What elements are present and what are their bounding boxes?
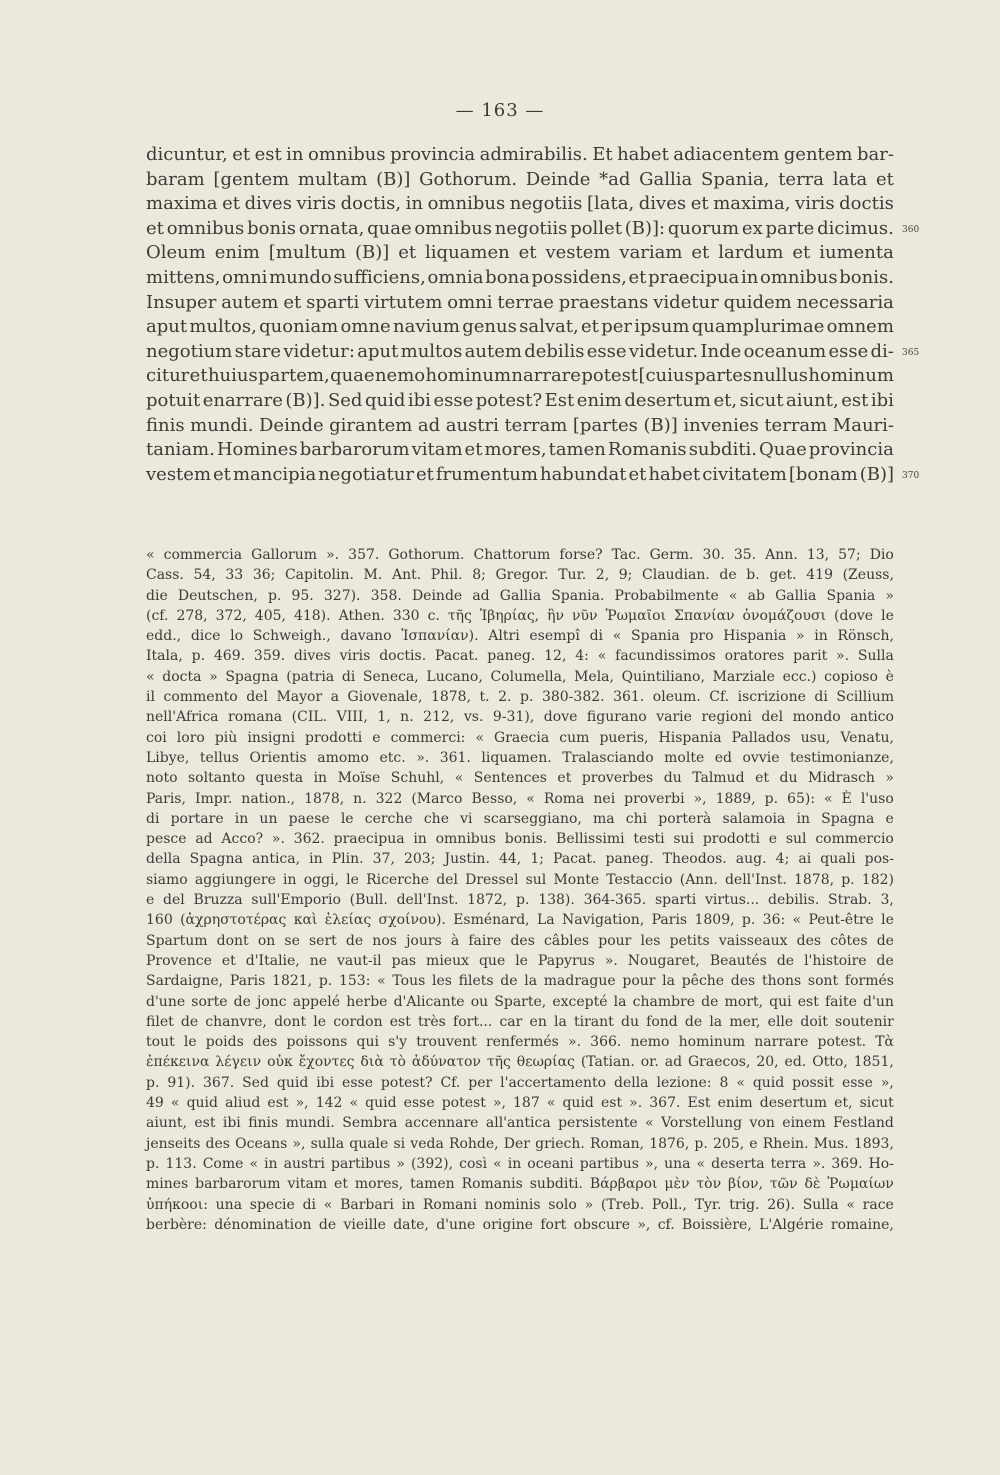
main-text-line: mittens, omni mundo sufficiens, omnia bona possidens, et praecipua in omnibus bonis.: [146, 266, 894, 288]
footnote-line: d'une sorte de jonc appelé herbe d'Alicante ou Sparte, excepté la chambre de mort, qui est faite d'un: [146, 993, 894, 1010]
footnote-line: tout le poids des poissons qui s'y trouvent renfermés ». 366. nemo hominum narrare potest. Τὰ: [146, 1034, 894, 1051]
footnote-line: Sardaigne, Paris 1821, p. 153: « Tous les filets de la madrague pour la pêche des thons sont formés: [146, 973, 894, 990]
footnote-line: e del Bruzza sull'Emporio (Bull. dell'Inst. 1872, p. 138). 364-365. sparti virtus... debilis. Strab. 3,: [146, 892, 894, 909]
footnote-line: p. 113. Come « in austri partibus » (392), così « in oceani partibus », una « deserta terra ». 369. Ho-: [146, 1155, 894, 1172]
main-text-line: dicuntur, et est in omnibus provincia admirabilis. Et habet adiacentem gentem bar-: [146, 144, 894, 165]
footnote-line: p. 91). 367. Sed quid ibi esse potest? Cf. per l'accertamento della lezione: 8 « quid possit esse »,: [146, 1074, 894, 1091]
footnote-line: noto soltanto questa in Moïse Schuhl, « Sentences et proverbes du Talmud et du Midrasch »: [146, 770, 894, 787]
footnote-line: pesce ad Acco? ». 362. praecipua in omnibus bonis. Bellissimi testi sui prodotti e sul commercio: [146, 831, 894, 848]
footnote-line: 49 « quid aliud est », 142 « quid esse potest », 187 « quid est ». 367. Est enim desertum et, sicut: [146, 1095, 894, 1112]
main-text-line: citur et huius partem, quae nemo hominum narrare potest [cuius partes nullus hominum: [146, 365, 894, 387]
footnote-line: Cass. 54, 33 36; Capitolin. M. Ant. Phil. 8; Gregor. Tur. 2, 9; Claudian. de b. get. 419 (Zeuss,: [146, 567, 894, 584]
main-text-line: finis mundi. Deinde girantem ad austri terram [partes (B)] invenies terram Mauri-: [146, 414, 894, 436]
main-text: [146, 143, 894, 487]
footnote-line: il commento del Mayor a Giovenale, 1878, t. 2. p. 380-382. 361. oleum. Cf. iscrizione di Scillium: [146, 689, 894, 706]
footnote-line: edd., dice lo Schweigh., davano Ἰσπανίαν). Altri esempî di « Spania pro Hispania » in Rönsch,: [146, 628, 894, 645]
footnote-line: die Deutschen, p. 95. 327). 358. Deinde ad Gallia Spania. Probabilmente « ab Gallia Spania »: [146, 587, 894, 604]
line-number: 365: [902, 347, 920, 358]
main-text-line: maxima et dives viris doctis, in omnibus negotiis [lata, dives et maxima, viris doctis: [146, 193, 894, 215]
main-text-line: potuit enarrare (B)]. Sed quid ibi esse potest? Est enim desertum et, sicut aiunt, est ibi: [146, 389, 894, 411]
footnote-line: berbère: dénomination de vieille date, d'une origine fort obscure », cf. Boissière, L'Algérie romaine,: [146, 1216, 894, 1233]
main-text-line: vestem et mancipia negotiatur et frumentum habundat et habet civitatem [bonam (B)]: [146, 463, 894, 485]
main-text-line: aput multos, quoniam omne navium genus salvat, et per ipsum quamplurimae omnem: [146, 316, 894, 338]
footnotes: [146, 545, 894, 1235]
line-number: 370: [902, 470, 920, 481]
footnote-line: (cf. 278, 372, 405, 418). Athen. 330 c. τῆς Ἰβηρίας, ἣν νῦν Ῥωμαῖοι Σπανίαν ὀνομάζουσι (dove le: [146, 607, 894, 624]
footnote-line: di portare in un paese le cerche che vi scarseggiano, ma chi porterà salamoia in Spagna e: [146, 810, 894, 827]
main-text-line: baram [gentem multam (B)] Gothorum. Deinde *ad Gallia Spania, terra lata et: [146, 168, 894, 190]
footnote-line: Spartum dont on se sert de nos jours à faire des câbles pour les petits vaisseaux des côtes de: [146, 932, 894, 949]
footnote-line: « docta » Spagna (patria di Seneca, Lucano, Columella, Mela, Quintiliano, Marziale ecc.) copioso è: [146, 668, 894, 685]
footnote-line: Provence et d'Italie, ne vaut-il pas mieux que le Papyrus ». Nougaret, Beautés de l'histoire de: [146, 952, 894, 969]
footnote-line: aiunt, est ibi finis mundi. Sembra accennare all'antica persistente « Vorstellung von einem Festland: [146, 1115, 894, 1132]
footnote-line: « commercia Gallorum ». 357. Gothorum. Chattorum forse? Tac. Germ. 30. 35. Ann. 13, 57; Dio: [146, 547, 894, 563]
footnote-line: jenseits des Oceans », sulla quale si veda Rohde, Der griech. Roman, 1876, p. 205, e Rhein. Mus. 1893,: [146, 1135, 894, 1152]
footnote-line: Paris, Impr. nation., 1878, n. 322 (Marco Besso, « Roma nei proverbi », 1889, p. 65): « È l'uso: [146, 790, 894, 807]
footnote-line: Itala, p. 469. 359. dives viris doctis. Pacat. paneg. 12, 4: « facundissimos oratores parit ». Sulla: [146, 648, 894, 665]
footnote-line: nell'Africa romana (CIL. VIII, 1, n. 212, vs. 9-31), dove figurano varie regioni del mondo antico: [146, 709, 894, 726]
footnote-line: della Spagna antica, in Plin. 37, 203; Justin. 44, 1; Pacat. paneg. Theodos. aug. 4; ai quali pos-: [146, 851, 894, 868]
footnote-line: ἐπέκεινα λέγειν οὐκ ἔχοντες διὰ τὸ ἀδύνατον τῆς θεωρίας (Tatian. or. ad Graecos, 20, ed. Otto, 1851,: [146, 1054, 894, 1071]
page-number: — 163 —: [455, 100, 545, 121]
footnote-line: coi loro più insigni prodotti e commerci: « Graecia cum pueris, Hispania Pallados usu, Venatu,: [146, 729, 894, 746]
footnote-line: siamo aggiungere in oggi, le Ricerche del Dressel sul Monte Testaccio (Ann. dell'Inst. 1878, p. 182): [146, 871, 894, 888]
main-text-line: Oleum enim [multum (B)] et liquamen et vestem variam et lardum et iumenta: [146, 242, 894, 264]
main-text-line: negotium stare videtur: aput multos autem debilis esse videtur. Inde oceanum esse di-: [146, 340, 894, 362]
footnote-line: ὑπήκοοι: una specie di « Barbari in Romani nominis solo » (Treb. Poll., Tyr. trig. 26). Sulla « race: [146, 1196, 894, 1213]
footnote-line: filet de chanvre, dont le cordon est très fort... car en la tirant du fond de la mer, elle doit soutenir: [146, 1013, 894, 1030]
footnote-line: mines barbarorum vitam et mores, tamen Romanis subditi. Βάρβαροι μὲν τὸν βίον, τῶν δὲ Ῥωμαίων: [146, 1176, 894, 1193]
line-number: 360: [902, 224, 920, 235]
main-text-line: Insuper autem et sparti virtutem omni terrae praestans videtur quidem necessaria: [146, 291, 894, 313]
main-text-line: et omnibus bonis ornata, quae omnibus negotiis pollet (B)]: quorum ex parte dicimus.: [146, 217, 894, 239]
main-text-line: taniam. Homines barbarorum vitam et mores, tamen Romanis subditi. Quae provincia: [146, 439, 894, 461]
footnote-line: 160 (ἀχρηστοτέρας καὶ ἑλείας σχοίνου). Esménard, La Navigation, Paris 1809, p. 36: « Peut-être le: [146, 912, 894, 929]
footnote-line: Libye, tellus Orientis amomo etc. ». 361. liquamen. Tralasciando molte ed ovvie testimonianze,: [146, 749, 894, 766]
